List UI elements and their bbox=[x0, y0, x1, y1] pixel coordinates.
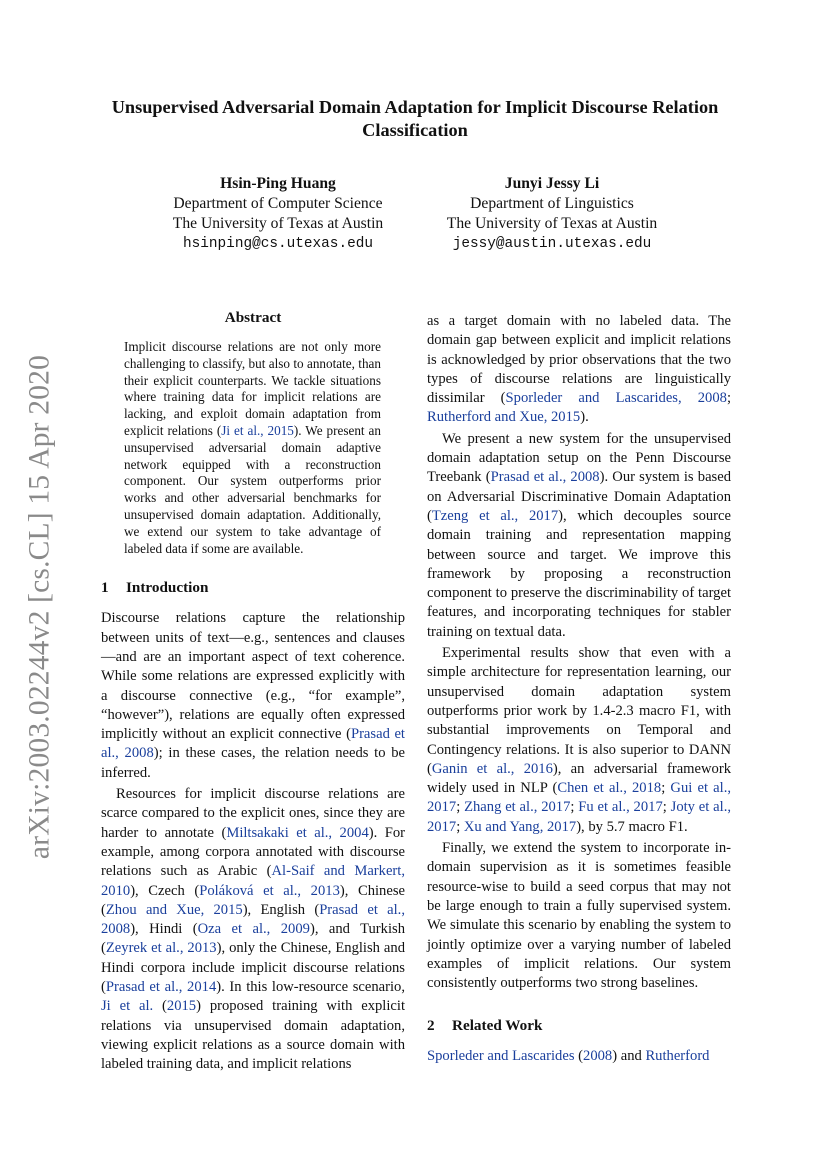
section-title: Related Work bbox=[452, 1017, 543, 1035]
citation-link[interactable]: Ganin et al., 2016 bbox=[431, 760, 553, 777]
citation-link[interactable]: Prasad et al., 2008 bbox=[101, 901, 405, 938]
citation-link[interactable]: 2008 bbox=[583, 1048, 613, 1065]
citation-link[interactable]: Xu and Yang, 2017 bbox=[463, 818, 577, 835]
section-heading-introduction bbox=[101, 579, 405, 597]
author-affiliation: The University of Texas at Austin bbox=[172, 215, 384, 232]
citation-link[interactable]: Poláková et al., 2013 bbox=[199, 882, 340, 899]
section-title: Introduction bbox=[126, 579, 209, 597]
citation-link[interactable]: Gui et al., 2017 bbox=[427, 780, 731, 816]
citation-link[interactable]: Sporleder and Lascarides, 2008 bbox=[505, 390, 727, 407]
citation-link[interactable]: Rutherford bbox=[645, 1048, 710, 1065]
citation-link[interactable]: Sporleder and Lascarides bbox=[427, 1048, 575, 1065]
citation-link[interactable]: Joty et al., 2017 bbox=[427, 799, 731, 835]
author-name: Junyi Jessy Li bbox=[504, 175, 600, 192]
arxiv-stamp-text: arXiv:2003.02244v2 [cs.CL] 15 Apr 2020 bbox=[23, 354, 56, 860]
author-block bbox=[402, 174, 702, 254]
paper-title: Unsupervised Adversarial Domain Adaptation for Implicit Discourse Relation Classification bbox=[111, 97, 719, 140]
section-number: 1 bbox=[101, 579, 109, 597]
citation-link[interactable]: Al-Saif and Markert, 2010 bbox=[101, 863, 405, 899]
citation-link[interactable]: Rutherford and Xue, 2015 bbox=[427, 409, 581, 426]
section-number: 2 bbox=[427, 1017, 435, 1035]
section-heading-related-work bbox=[427, 1017, 731, 1035]
left-column bbox=[101, 309, 405, 1074]
paragraph: as a target domain with no labeled data. The domain gap between explicit and implicit relations is acknowledged by prior observations that the two types of discourse relations are linguistically dissimilar (Sporleder and Lascarides, 2008; Rutherford and Xue, 2015). bbox=[427, 313, 731, 426]
citation-link[interactable]: Prasad et al., 2014 bbox=[105, 979, 217, 995]
citation-link[interactable]: 2015 bbox=[166, 998, 197, 1015]
abstract-body: Implicit discourse relations are not only more challenging to classify, but also to annotate, than their explicit counterparts. We tackle situations where training data for implicit relations are lacking, and exploit domain adaptation from explicit relations (Ji et al., 2015). We present an unsupervised adversarial domain adaptive network equipped with a reconstruction component. Our system outperforms prior works and other adversarial benchmarks for unsupervised domain adaptation. Additionally, we extend our system to take advantage of labeled data if some are available. bbox=[124, 339, 381, 556]
abstract-heading: Abstract bbox=[224, 309, 282, 326]
citation-link[interactable]: Chen et al., 2018 bbox=[557, 780, 662, 797]
right-column bbox=[427, 312, 731, 1067]
paragraph: Finally, we extend the system to incorporate in-domain supervision as it is sometimes feasible resource-wise to build a seed corpus that may not be large enough to train a fully supervised system. We simulate this scenario by enabling the system to jointly optimize over a varying number of labeled examples of implicit relations. Our system consistently outperforms two strong baselines. bbox=[427, 840, 731, 992]
paragraph: Sporleder and Lascarides (2008) and Rutherford bbox=[427, 1048, 710, 1065]
citation-link[interactable]: Ji et al. bbox=[101, 998, 154, 1015]
citation-link[interactable]: Zeyrek et al., 2013 bbox=[105, 940, 217, 957]
citation-link[interactable]: Zhang et al., 2017 bbox=[464, 799, 571, 816]
author-email[interactable]: hsinping@cs.utexas.edu bbox=[183, 236, 373, 252]
citation-link[interactable]: Prasad et al., 2008 bbox=[490, 469, 600, 486]
citation-link[interactable]: Tzeng et al., 2017 bbox=[431, 507, 559, 524]
citation-link[interactable]: Ji et al., 2015 bbox=[221, 422, 294, 438]
author-name: Hsin-Ping Huang bbox=[220, 175, 336, 192]
paragraph: Resources for implicit discourse relations are scarce compared to the explicit ones, since they are harder to annotate (Miltsakaki et al., 2004). For example, among corpora annotated with discourse relations such as Arabic (Al-Saif and Markert, 2010), Czech (Poláková et al., 2013), Chinese (Zhou and Xue, 2015), English (Prasad et al., 2008), Hindi (Oza et al., 2009), and Turkish (Zeyrek et al., 2013), only the Chinese, English and Hindi corpora include implicit discourse relations (Prasad et al., 2014). In this low-resource scenario, Ji et al. (2015) proposed training with explicit relations via unsupervised domain adaptation, viewing explicit relations as a source domain with labeled training data, and implicit relations bbox=[101, 786, 406, 1073]
paragraph: Discourse relations capture the relationship between units of text—e.g., sentences and clauses—and are an important aspect of text coherence. While some relations are expressed explicitly with a discourse connective (e.g., “for example”, “however”), relations are equally often expressed implicitly without an explicit connective (Prasad et al., 2008); in these cases, the relation needs to be inferred. bbox=[101, 610, 405, 781]
paragraph: We present a new system for the unsupervised domain adaptation setup on the Penn Discourse Treebank (Prasad et al., 2008). Our system is based on Adversarial Discriminative Domain Adaptation (Tzeng et al., 2017), which decouples source domain training and representation mapping between source and target. We improve this framework by proposing a reconstruction component to preserve the discriminability of target features, and incorporating techniques for stabler training on textual data. bbox=[427, 430, 732, 640]
author-department: Department of Linguistics bbox=[470, 195, 634, 212]
citation-link[interactable]: Fu et al., 2017 bbox=[578, 799, 663, 816]
citation-link[interactable]: Zhou and Xue, 2015 bbox=[105, 901, 243, 918]
arxiv-stamp bbox=[18, 354, 62, 860]
citation-link[interactable]: Miltsakaki et al., 2004 bbox=[226, 824, 369, 841]
citation-link[interactable]: Oza et al., 2009 bbox=[197, 921, 310, 938]
author-email[interactable]: jessy@austin.utexas.edu bbox=[452, 236, 652, 252]
citation-link[interactable]: Prasad et al., 2008 bbox=[101, 726, 405, 762]
author-affiliation: The University of Texas at Austin bbox=[446, 215, 658, 232]
paragraph: Experimental results show that even with a simple architecture for representation learning, our unsupervised domain adaptation system outperforms prior work by 1.4-2.3 macro F1, with substantial improvements on Temporal and Contingency relations. It is also superior to DANN (Ganin et al., 2016), an adversarial framework widely used in NLP (Chen et al., 2018; Gui et al., 2017; Zhang et al., 2017; Fu et al., 2017; Joty et al., 2017; Xu and Yang, 2017), by 5.7 macro F1. bbox=[427, 645, 731, 835]
author-block bbox=[128, 174, 428, 254]
author-department: Department of Computer Science bbox=[173, 195, 383, 212]
